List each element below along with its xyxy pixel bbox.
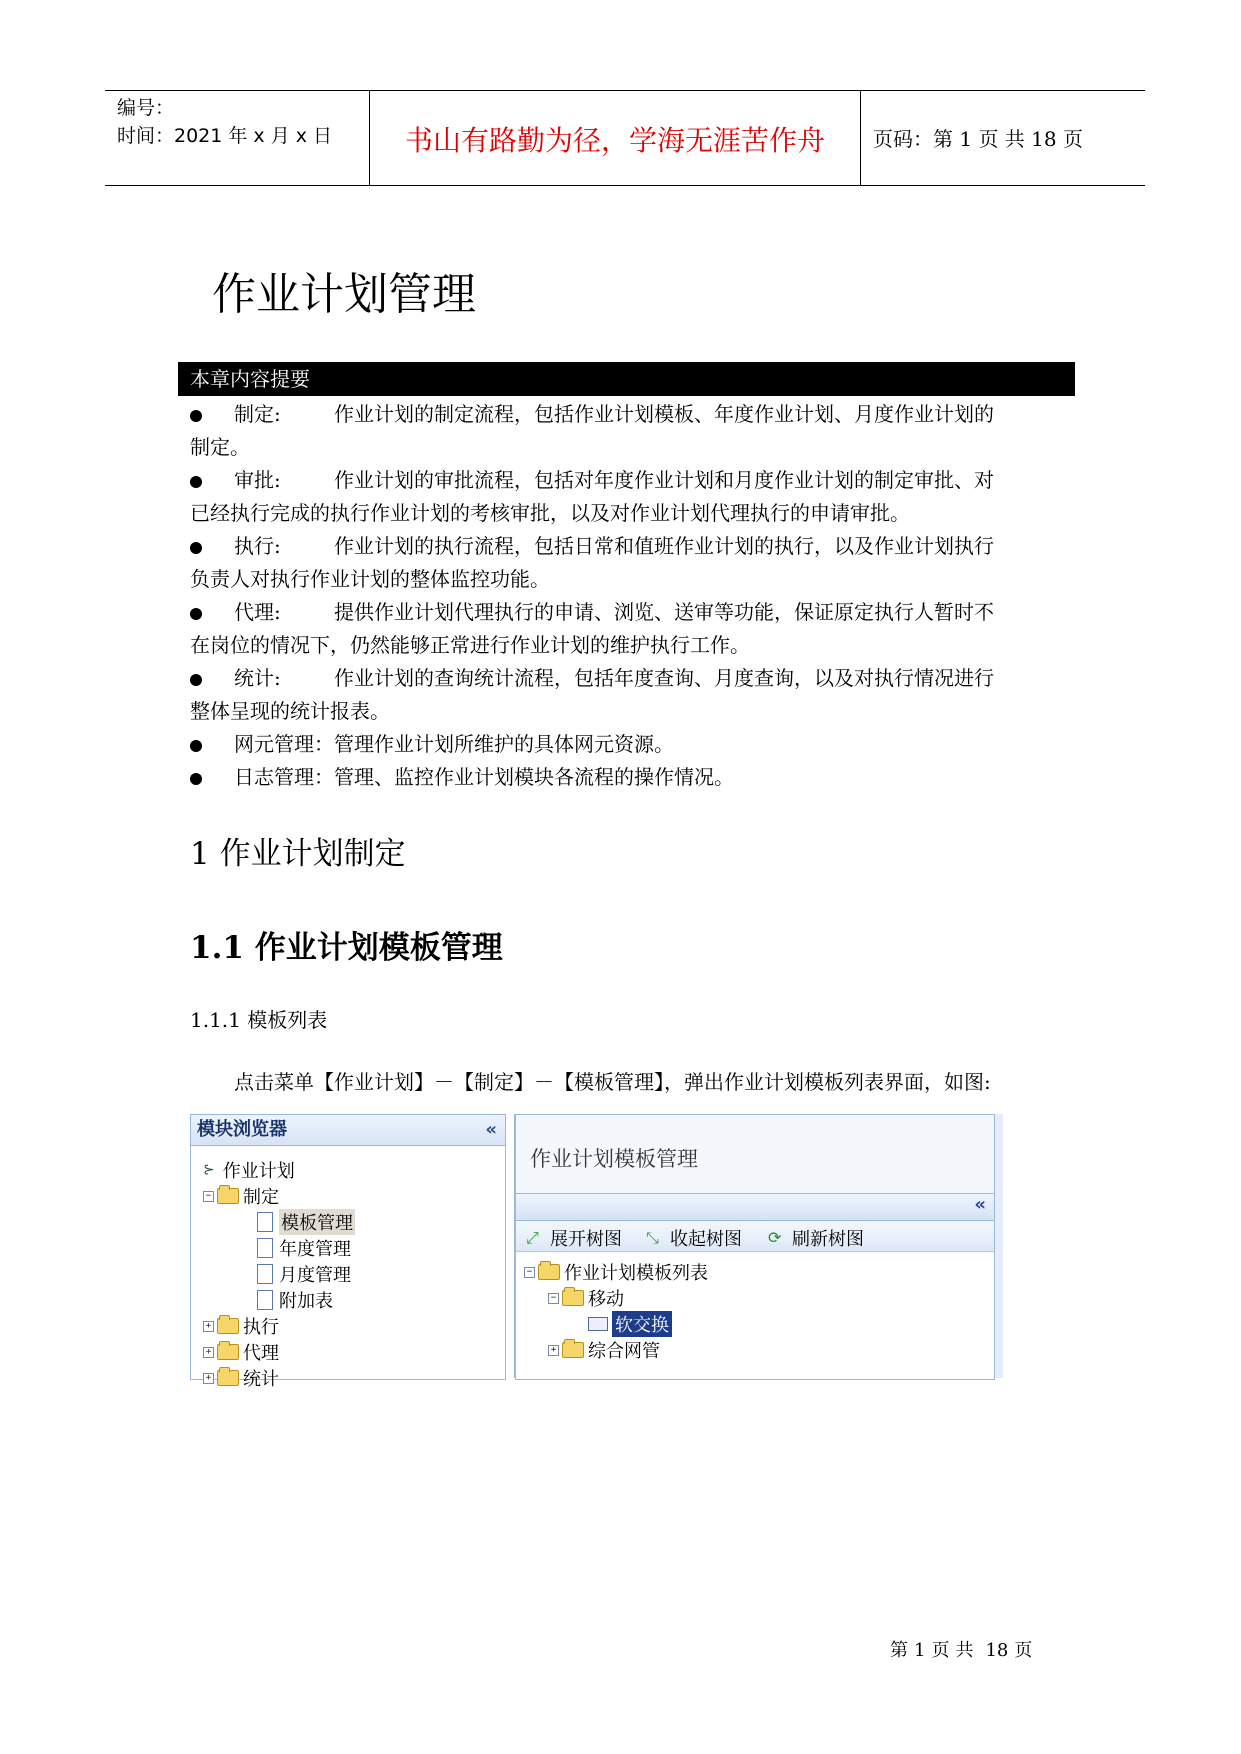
collapse-tree-button[interactable] bbox=[646, 1225, 742, 1251]
footer-current-page: 1 bbox=[914, 1640, 926, 1661]
tree-node-zx[interactable] bbox=[203, 1313, 279, 1339]
item-label: 日志管理： bbox=[234, 765, 334, 789]
template-tree-root[interactable] bbox=[524, 1259, 708, 1285]
expand-toggle-icon[interactable]: + bbox=[203, 1321, 214, 1332]
tree-leaf-label: 软交换 bbox=[612, 1311, 672, 1337]
heading-2: 1.1 作业计划模板管理 bbox=[190, 930, 503, 966]
folder-icon bbox=[538, 1264, 560, 1280]
tree-node-tj[interactable] bbox=[203, 1365, 279, 1391]
tree-node-dl[interactable] bbox=[203, 1339, 279, 1365]
bullet-icon bbox=[190, 410, 202, 422]
refresh-icon: ⟳ bbox=[768, 1228, 782, 1247]
header-motto-cell bbox=[370, 91, 861, 185]
folder-icon bbox=[562, 1342, 584, 1358]
module-browser-header bbox=[191, 1115, 505, 1146]
document-icon bbox=[257, 1212, 273, 1232]
tree-node-label: 制定 bbox=[243, 1187, 279, 1208]
collapse-tree-label: 收起树图 bbox=[670, 1229, 742, 1250]
item-text: 管理作业计划所维护的具体网元资源。 bbox=[334, 732, 674, 756]
tree-node-zhiding[interactable] bbox=[203, 1183, 279, 1209]
item-text: 作业计划的查询统计流程，包括年度查询、月度查询，以及对执行情况进行 bbox=[334, 666, 994, 690]
list-item bbox=[190, 398, 1058, 464]
document-icon bbox=[257, 1264, 273, 1284]
folder-icon bbox=[562, 1290, 584, 1306]
tree-leaf-label: 年度管理 bbox=[279, 1239, 351, 1260]
template-tree-comp[interactable] bbox=[548, 1337, 660, 1363]
expand-tree-label: 展开树图 bbox=[550, 1229, 622, 1250]
item-text: 管理、监控作业计划模块各流程的操作情况。 bbox=[334, 765, 734, 789]
list-item bbox=[190, 728, 1058, 761]
item-label: 制定: bbox=[234, 402, 281, 426]
collapse-icon[interactable]: « bbox=[485, 1119, 497, 1140]
refresh-tree-label: 刷新树图 bbox=[792, 1229, 864, 1250]
tree-leaf-mb[interactable] bbox=[257, 1209, 355, 1235]
panel-bar bbox=[516, 1193, 994, 1221]
heading-1: 1 作业计划制定 bbox=[190, 836, 406, 872]
item-label: 统计: bbox=[234, 666, 281, 690]
collapse-toggle-icon[interactable]: − bbox=[203, 1191, 214, 1202]
page-header bbox=[105, 90, 1145, 186]
summary-bar bbox=[178, 362, 1075, 396]
bullet-icon bbox=[190, 740, 202, 752]
expand-icon: ⤢ bbox=[526, 1228, 539, 1247]
tree-node-label: 代理 bbox=[243, 1343, 279, 1364]
bullet-icon bbox=[190, 608, 202, 620]
collapse-toggle-icon[interactable]: − bbox=[524, 1267, 535, 1278]
motto: 书山有路勤为径，学海无涯苦作舟 bbox=[404, 124, 825, 157]
footer-text: 共 bbox=[955, 1640, 974, 1661]
bullet-icon bbox=[190, 674, 202, 686]
document-icon bbox=[257, 1238, 273, 1258]
page-label: 页码：第 1 页 共 18 页 bbox=[873, 127, 1083, 151]
folder-icon bbox=[217, 1344, 239, 1360]
shrink-icon: ⤡ bbox=[646, 1228, 659, 1247]
tree-root[interactable] bbox=[203, 1157, 295, 1183]
tree-node-label: 综合网管 bbox=[588, 1341, 660, 1362]
time-label: 时间：2021 年 x 月 x 日 bbox=[117, 125, 333, 147]
expand-toggle-icon[interactable]: + bbox=[203, 1347, 214, 1358]
collapse-icon[interactable]: « bbox=[974, 1194, 986, 1215]
embedded-screenshot bbox=[190, 1114, 1002, 1390]
heading-3: 1.1.1 模板列表 bbox=[190, 1008, 328, 1032]
list-item bbox=[190, 662, 1058, 728]
item-label: 网元管理： bbox=[234, 732, 334, 756]
tree-leaf-yd[interactable] bbox=[257, 1261, 351, 1287]
expand-toggle-icon[interactable]: + bbox=[548, 1345, 559, 1356]
page-footer bbox=[890, 1636, 1032, 1662]
bullet-icon bbox=[190, 476, 202, 488]
list-item bbox=[190, 596, 1058, 662]
template-manager-title: 作业计划模板管理 bbox=[530, 1147, 698, 1171]
document-icon bbox=[257, 1290, 273, 1310]
item-label: 审批: bbox=[234, 468, 281, 492]
tree-leaf-fj[interactable] bbox=[257, 1287, 333, 1313]
bullet-icon bbox=[190, 542, 202, 554]
template-tree-leaf[interactable] bbox=[588, 1311, 672, 1337]
folder-icon bbox=[217, 1188, 239, 1204]
item-text: 提供作业计划代理执行的申请、浏览、送审等功能，保证原定执行人暂时不 bbox=[334, 600, 994, 624]
body-paragraph: 点击菜单【作业计划】－【制定】－【模板管理】，弹出作业计划模板列表界面，如图: bbox=[234, 1070, 991, 1094]
template-tree bbox=[516, 1253, 994, 1379]
header-info-cell bbox=[105, 91, 370, 185]
tree-node-label: 统计 bbox=[243, 1369, 279, 1390]
refresh-tree-button[interactable] bbox=[768, 1225, 864, 1251]
tree-root-icon: ⊱ bbox=[203, 1162, 215, 1178]
item-wrap: 制定。 bbox=[190, 435, 250, 459]
footer-text: 第 bbox=[890, 1640, 908, 1661]
list-item bbox=[190, 464, 1058, 530]
footer-text: 页 bbox=[1014, 1640, 1033, 1661]
item-wrap: 负责人对执行作业计划的整体监控功能。 bbox=[190, 567, 550, 591]
toolbar bbox=[516, 1221, 994, 1252]
template-icon bbox=[588, 1317, 608, 1331]
bullet-icon bbox=[190, 773, 202, 785]
item-text: 作业计划的审批流程，包括对年度作业计划和月度作业计划的制定审批、对 bbox=[334, 468, 994, 492]
tree-leaf-label: 月度管理 bbox=[279, 1265, 351, 1286]
list-item bbox=[190, 530, 1058, 596]
template-manager-panel bbox=[514, 1114, 1003, 1378]
tree-node-label: 移动 bbox=[588, 1289, 624, 1310]
item-wrap: 已经执行完成的执行作业计划的考核审批，以及对作业计划代理执行的申请审批。 bbox=[190, 501, 910, 525]
number-label: 编号： bbox=[117, 97, 175, 119]
expand-tree-button[interactable] bbox=[526, 1225, 622, 1251]
tree-root-label: 作业计划 bbox=[222, 1161, 295, 1182]
template-manager-inner bbox=[515, 1114, 995, 1380]
summary-list bbox=[190, 398, 1058, 794]
footer-total-pages: 18 bbox=[985, 1640, 1009, 1661]
footer-text: 页 bbox=[931, 1640, 950, 1661]
tree-node-label: 作业计划模板列表 bbox=[564, 1263, 708, 1284]
tree-leaf-label: 附加表 bbox=[279, 1291, 333, 1312]
tree-node-label: 执行 bbox=[243, 1317, 279, 1338]
item-wrap: 整体呈现的统计报表。 bbox=[190, 699, 390, 723]
folder-icon bbox=[217, 1318, 239, 1334]
item-text: 作业计划的制定流程，包括作业计划模板、年度作业计划、月度作业计划的 bbox=[334, 402, 994, 426]
item-wrap: 在岗位的情况下，仍然能够正常进行作业计划的维护执行工作。 bbox=[190, 633, 750, 657]
list-item bbox=[190, 761, 1058, 794]
folder-icon bbox=[217, 1370, 239, 1386]
expand-toggle-icon[interactable]: + bbox=[203, 1373, 214, 1384]
module-browser-title: 模块浏览器 bbox=[197, 1119, 287, 1140]
summary-title: 本章内容提要 bbox=[190, 367, 310, 391]
document-title: 作业计划管理 bbox=[212, 269, 476, 320]
header-page-cell bbox=[861, 91, 1145, 185]
item-label: 执行: bbox=[234, 534, 281, 558]
tree-leaf-label: 模板管理 bbox=[279, 1209, 355, 1235]
tree-leaf-nd[interactable] bbox=[257, 1235, 351, 1261]
item-text: 作业计划的执行流程，包括日常和值班作业计划的执行，以及作业计划执行 bbox=[334, 534, 994, 558]
template-tree-mobile[interactable] bbox=[548, 1285, 624, 1311]
module-browser-panel bbox=[190, 1114, 506, 1390]
item-label: 代理: bbox=[234, 600, 281, 624]
collapse-toggle-icon[interactable]: − bbox=[548, 1293, 559, 1304]
